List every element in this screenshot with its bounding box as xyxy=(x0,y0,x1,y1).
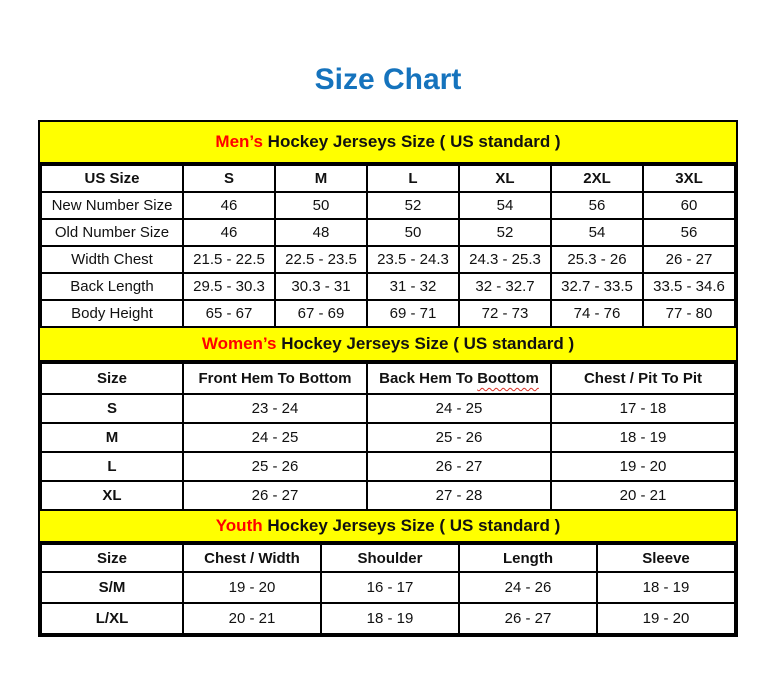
table-cell: 22.5 - 23.5 xyxy=(275,246,367,273)
table-cell: 25.3 - 26 xyxy=(551,246,643,273)
column-header: XL xyxy=(459,165,551,192)
table-row xyxy=(41,481,735,510)
table-cell: 48 xyxy=(275,219,367,246)
table-cell: 20 - 21 xyxy=(183,603,321,634)
row-label: S xyxy=(41,394,183,423)
table-cell: 46 xyxy=(183,219,275,246)
column-header: 3XL xyxy=(643,165,735,192)
table-row xyxy=(41,603,735,634)
row-label: L/XL xyxy=(41,603,183,634)
table-cell: 52 xyxy=(459,219,551,246)
womens-section xyxy=(40,328,736,511)
row-label: New Number Size xyxy=(41,192,183,219)
column-header: Sleeve xyxy=(597,544,735,572)
table-cell: 25 - 26 xyxy=(183,452,367,481)
table-cell: 30.3 - 31 xyxy=(275,273,367,300)
table-cell: 46 xyxy=(183,192,275,219)
misspelled-word-underline: Boottom xyxy=(477,370,539,387)
table-cell: 23 - 24 xyxy=(183,394,367,423)
table-cell: 54 xyxy=(551,219,643,246)
row-label: Old Number Size xyxy=(41,219,183,246)
row-label: L xyxy=(41,452,183,481)
table-cell: 19 - 20 xyxy=(551,452,735,481)
row-label: S/M xyxy=(41,572,183,603)
table-cell: 31 - 32 xyxy=(367,273,459,300)
mens-table xyxy=(40,164,736,328)
womens-band-highlight: Women’s xyxy=(201,334,277,353)
table-cell: 32 - 32.7 xyxy=(459,273,551,300)
womens-header-row xyxy=(41,363,735,394)
column-header: Size xyxy=(41,363,183,394)
table-row xyxy=(41,246,735,273)
table-row xyxy=(41,572,735,603)
table-row xyxy=(41,273,735,300)
table-row xyxy=(41,452,735,481)
table-cell: 50 xyxy=(275,192,367,219)
table-cell: 77 - 80 xyxy=(643,300,735,327)
table-cell: 56 xyxy=(643,219,735,246)
column-header: 2XL xyxy=(551,165,643,192)
table-cell: 72 - 73 xyxy=(459,300,551,327)
row-label: Back Length xyxy=(41,273,183,300)
table-cell: 27 - 28 xyxy=(367,481,551,510)
column-header: Shoulder xyxy=(321,544,459,572)
table-cell: 24 - 25 xyxy=(183,423,367,452)
table-cell: 54 xyxy=(459,192,551,219)
table-cell: 16 - 17 xyxy=(321,572,459,603)
table-cell: 29.5 - 30.3 xyxy=(183,273,275,300)
mens-band-header xyxy=(40,122,736,164)
row-label: Width Chest xyxy=(41,246,183,273)
page-title: Size Chart xyxy=(314,63,462,96)
table-cell: 26 - 27 xyxy=(367,452,551,481)
table-cell: 23.5 - 24.3 xyxy=(367,246,459,273)
table-row xyxy=(41,300,735,327)
table-cell: 18 - 19 xyxy=(321,603,459,634)
table-cell: 56 xyxy=(551,192,643,219)
womens-table xyxy=(40,362,736,511)
column-header-text: Back Hem To xyxy=(379,370,478,387)
mens-band-text: Hockey Jerseys Size ( US standard ) xyxy=(262,132,561,151)
table-cell: 74 - 76 xyxy=(551,300,643,327)
womens-band-header xyxy=(40,328,736,362)
column-header: L xyxy=(367,165,459,192)
size-chart-container xyxy=(38,120,738,637)
table-cell: 24.3 - 25.3 xyxy=(459,246,551,273)
table-cell: 26 - 27 xyxy=(459,603,597,634)
table-cell: 24 - 26 xyxy=(459,572,597,603)
table-cell: 33.5 - 34.6 xyxy=(643,273,735,300)
column-header: Size xyxy=(41,544,183,572)
row-label: M xyxy=(41,423,183,452)
table-row xyxy=(41,192,735,219)
table-cell: 19 - 20 xyxy=(597,603,735,634)
table-cell: 18 - 19 xyxy=(551,423,735,452)
column-header: Front Hem To Bottom xyxy=(183,363,367,394)
row-label: XL xyxy=(41,481,183,510)
table-row xyxy=(41,219,735,246)
womens-band-text: Hockey Jerseys Size ( US standard ) xyxy=(276,334,575,353)
table-cell: 65 - 67 xyxy=(183,300,275,327)
table-cell: 67 - 69 xyxy=(275,300,367,327)
table-cell: 32.7 - 33.5 xyxy=(551,273,643,300)
youth-band-text: Hockey Jerseys Size ( US standard ) xyxy=(262,516,561,535)
table-cell: 17 - 18 xyxy=(551,394,735,423)
column-header: US Size xyxy=(41,165,183,192)
table-cell: 69 - 71 xyxy=(367,300,459,327)
youth-section xyxy=(40,511,736,635)
column-header xyxy=(367,363,551,394)
table-cell: 24 - 25 xyxy=(367,394,551,423)
table-cell: 25 - 26 xyxy=(367,423,551,452)
mens-band-highlight: Men’s xyxy=(215,132,263,151)
table-cell: 19 - 20 xyxy=(183,572,321,603)
table-cell: 52 xyxy=(367,192,459,219)
table-cell: 60 xyxy=(643,192,735,219)
row-label: Body Height xyxy=(41,300,183,327)
youth-header-row xyxy=(41,544,735,572)
mens-header-row xyxy=(41,165,735,192)
youth-band-highlight: Youth xyxy=(215,516,263,535)
youth-band-header xyxy=(40,511,736,543)
table-cell: 26 - 27 xyxy=(183,481,367,510)
table-cell: 21.5 - 22.5 xyxy=(183,246,275,273)
table-cell: 18 - 19 xyxy=(597,572,735,603)
youth-table xyxy=(40,543,736,635)
column-header: S xyxy=(183,165,275,192)
column-header: Chest / Pit To Pit xyxy=(551,363,735,394)
column-header: Chest / Width xyxy=(183,544,321,572)
mens-section xyxy=(40,122,736,328)
table-row xyxy=(41,394,735,423)
table-cell: 26 - 27 xyxy=(643,246,735,273)
column-header: M xyxy=(275,165,367,192)
table-cell: 20 - 21 xyxy=(551,481,735,510)
column-header: Length xyxy=(459,544,597,572)
table-cell: 50 xyxy=(367,219,459,246)
table-row xyxy=(41,423,735,452)
